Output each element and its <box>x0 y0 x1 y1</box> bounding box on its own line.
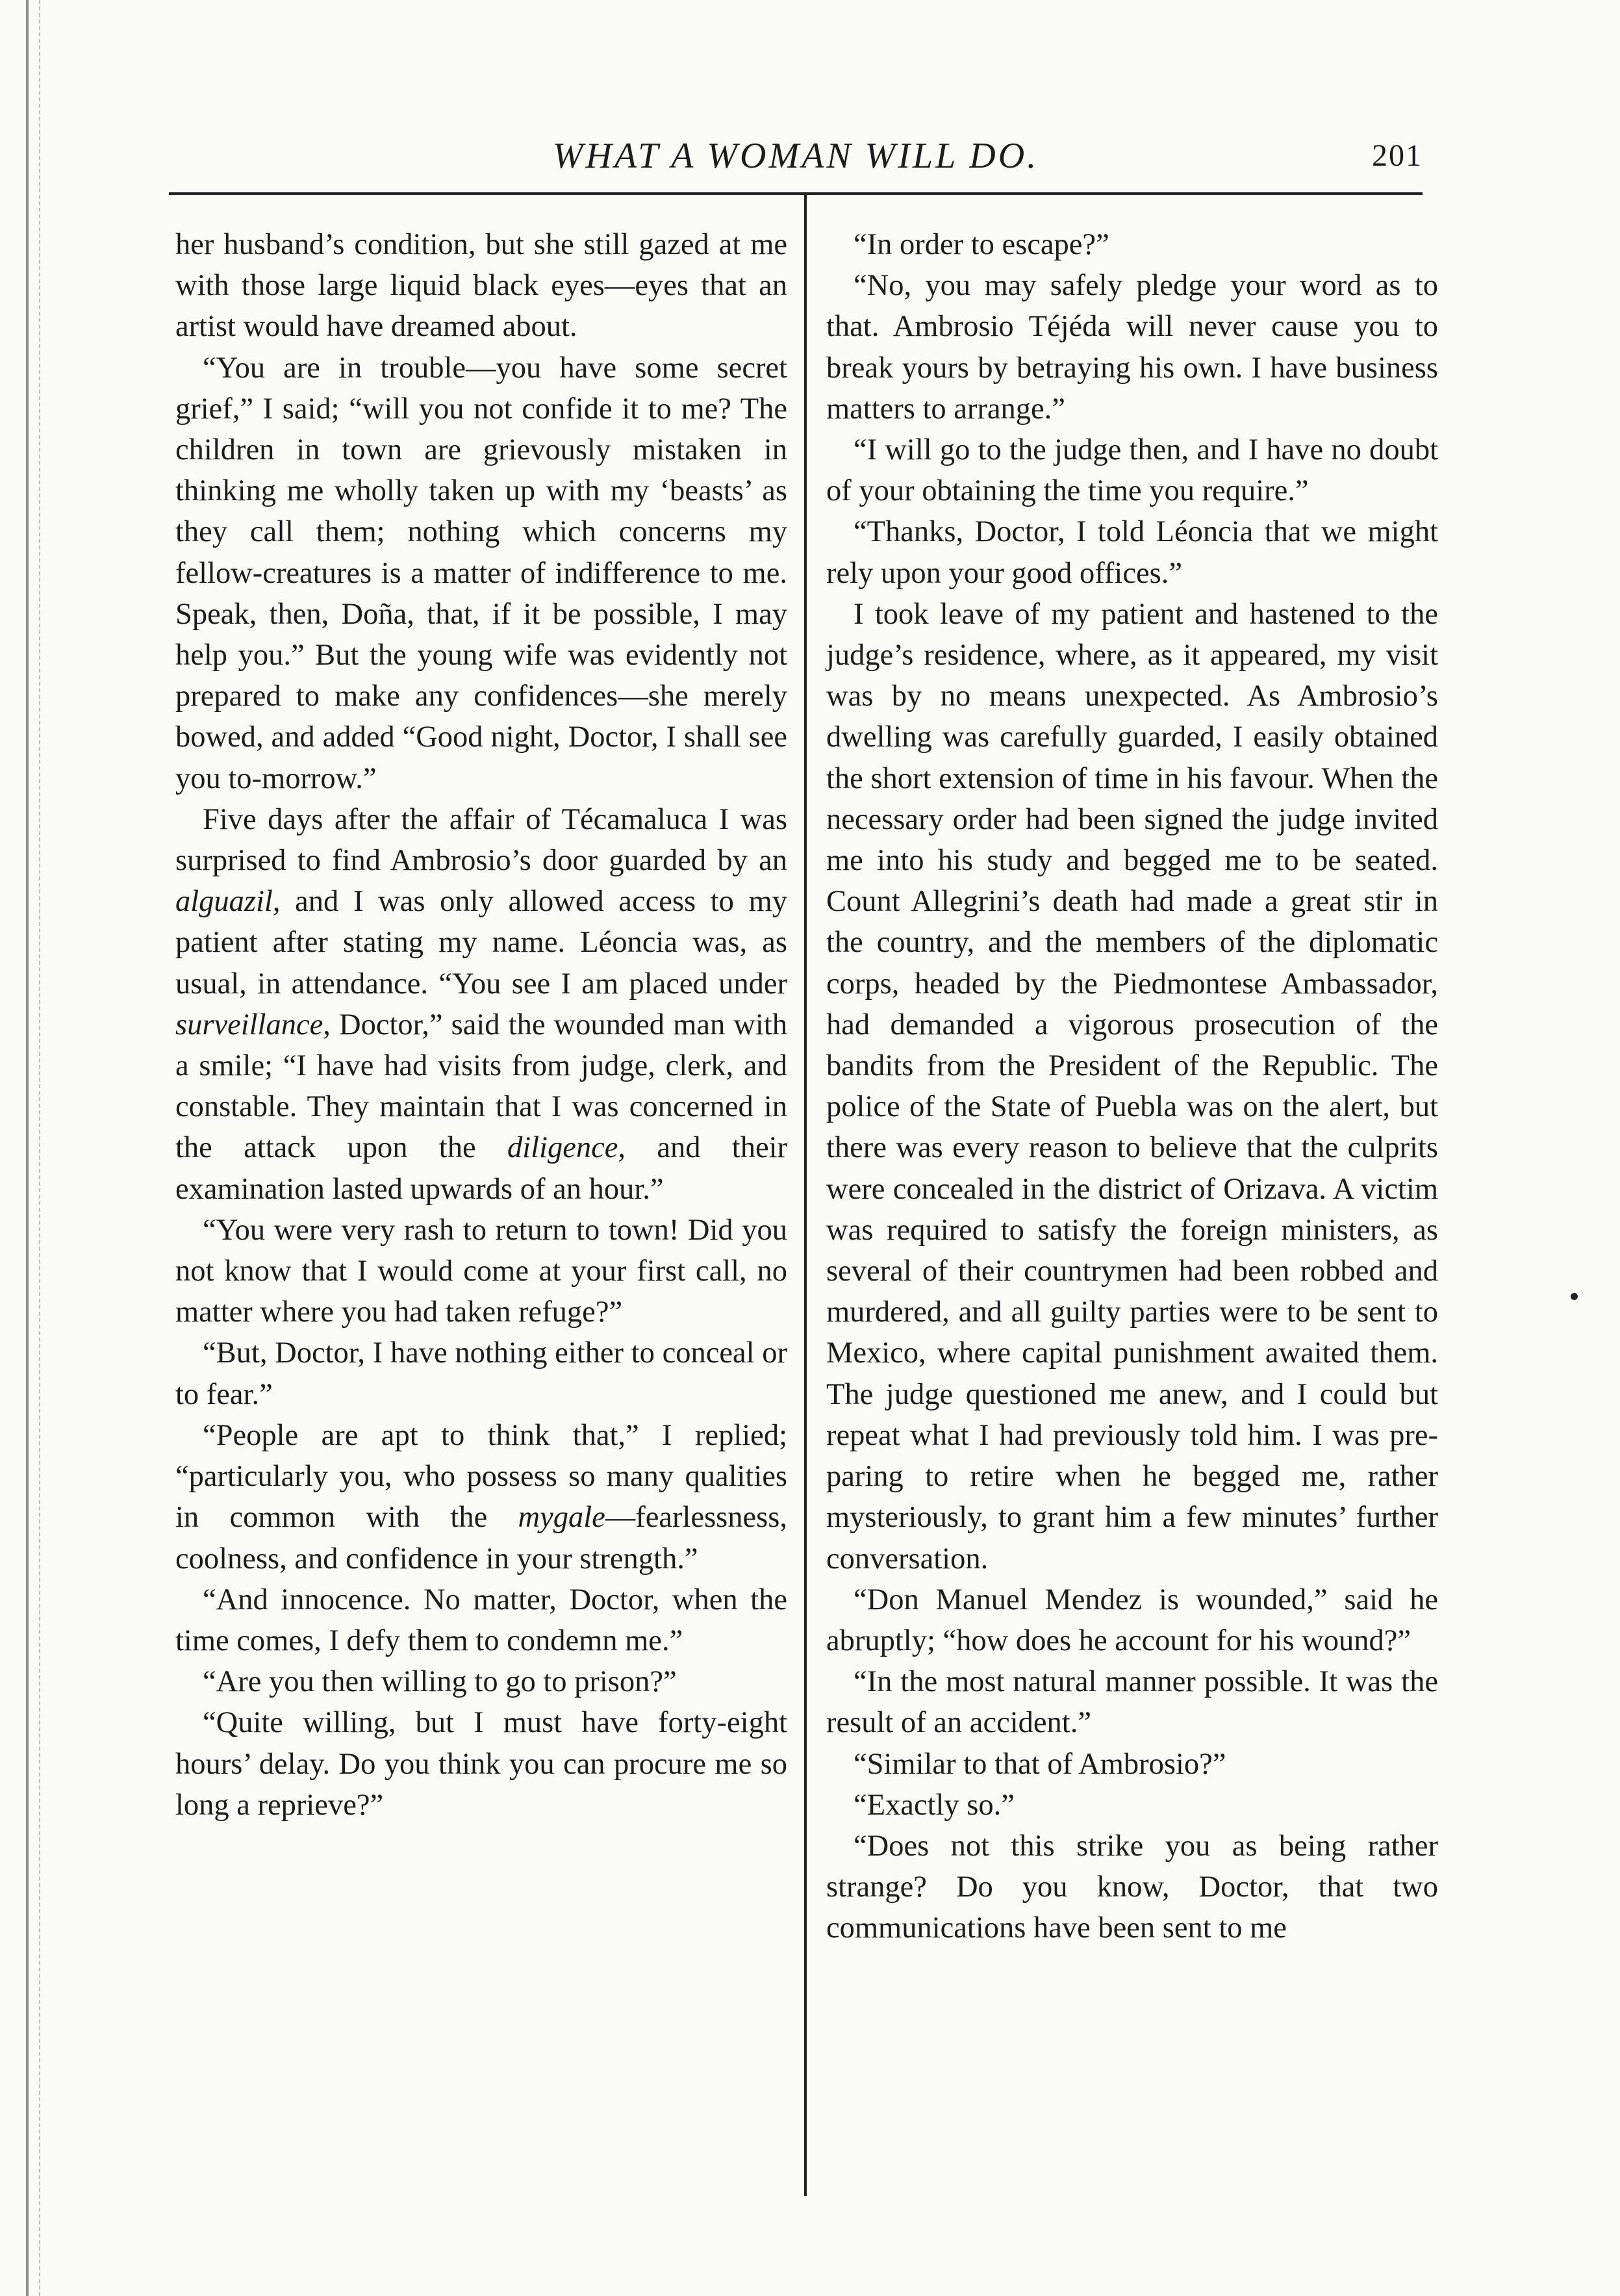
paragraph: Five days after the affair of Técamaluca I was surprised to find Ambrosio’s door guarded by an alguazil, and I was only allowed access to my patient after stating my name. Léoncia was, as usual, in attendance. “You see I am placed under surveillance, Doctor,” said the wounded man with a smile; “I have had visits from judge, clerk, and constable. They maintain that I was concerned in the attack upon the diligence, and their examination lasted upwards of an hour.” <box>175 802 788 1206</box>
paragraph: “I will go to the judge then, and I have no doubt of your obtaining the time you require.” <box>826 433 1438 508</box>
ink-speck <box>1571 1293 1578 1300</box>
paragraph: “Thanks, Doctor, I told Léoncia that we might rely upon your good offices.” <box>826 515 1438 590</box>
right-column <box>826 224 1438 1949</box>
paragraph: “Are you then willing to go to prison?” <box>203 1665 677 1699</box>
paragraph: I took leave of my patient and hastened to the judge’s residence, where, as it appeared, my visit was by no means unexpected. As Ambrosio’s dwelling was carefully guarded, I easily obtained the short extension of time in his favour. When the necessary order had been signed the judge invited me into his study and begged me to be seated. Count Allegrini’s death had made a great stir in the country, and the members of the diplomatic corps, headed by the Piedmontese Ambassador, had demanded a vigorous prosecution of the bandits from the President of the Republic. The police of the State of Puebla was on the alert, but there was every reason to believe that the culprits were concealed in the district of Orizava. A victim was required to satisfy the foreign ministers, as several of their countrymen had been robbed and murdered, and all guilty parties were to be sent to Mexico, where capital punishment awaited them. The judge questioned me anew, and I could but repeat what I had previously told him. I was preparing to retire when he begged me, rather mysteriously, to grant him a few minutes’ further conversation. <box>826 597 1438 1575</box>
paragraph: “You are in trouble—you have some secret grief,” I said; “will you not confide it to me? The children in town are grievously mistaken in thinking me wholly taken up with my ‘beasts’ as they call them; nothing which concerns my fellow-creatures is a matter of indifference to me. Speak, then, Doña, that, if it be possible, I may help you.” But the young wife was evidently not prepared to make any confidences—she merely bowed, and added “Good night, Doctor, I shall see you to-morrow.” <box>175 351 787 795</box>
paragraph: “Does not this strike you as being rather strange? Do you know, Doctor, that two communications have been sent to me <box>826 1829 1438 1945</box>
running-title: WHAT A WOMAN WILL DO. <box>552 136 1039 176</box>
column-divider <box>804 195 807 2196</box>
paragraph: “Similar to that of Ambrosio?” <box>854 1747 1226 1781</box>
paragraph: “No, you may safely pledge your word as to that. Ambrosio Téjéda will never cause you to break yours by betraying his own. I have business matters to arrange.” <box>826 269 1438 426</box>
paragraph: “And innocence. No matter, Doctor, when the time comes, I defy them to condemn me.” <box>175 1583 787 1657</box>
paragraph: “In the most natural manner possible. It was the result of an accident.” <box>826 1665 1438 1740</box>
running-head <box>169 130 1423 182</box>
paragraph: “Don Manuel Mendez is wounded,” said he abruptly; “how does he account for his wound?” <box>826 1583 1438 1657</box>
left-column <box>175 224 787 1826</box>
paragraph: “Exactly so.” <box>854 1788 1015 1822</box>
paragraph: “Quite willing, but I must have forty-eight hours’ delay. Do you think you can procure me so long a reprieve?” <box>175 1706 787 1822</box>
paragraph: her husband’s condition, but she still gazed at me with those large liquid black eyes—eyes that an artist would have dreamed about. <box>175 228 787 344</box>
paragraph: “People are apt to think that,” I replied; “particularly you, who possess so many qualities in common with the mygale—fearlessness, coolness, and confidence in your strength.” <box>175 1418 787 1575</box>
paragraph: “But, Doctor, I have nothing either to conceal or to fear.” <box>175 1336 787 1411</box>
page-number: 201 <box>1372 138 1423 173</box>
paragraph: “You were very rash to return to town! Did you not know that I would come at your first call, no matter where you had taken refuge?” <box>175 1213 787 1329</box>
paragraph: “In order to escape?” <box>854 228 1109 261</box>
header-rule <box>169 192 1423 195</box>
page-binding-edge <box>26 0 40 2296</box>
